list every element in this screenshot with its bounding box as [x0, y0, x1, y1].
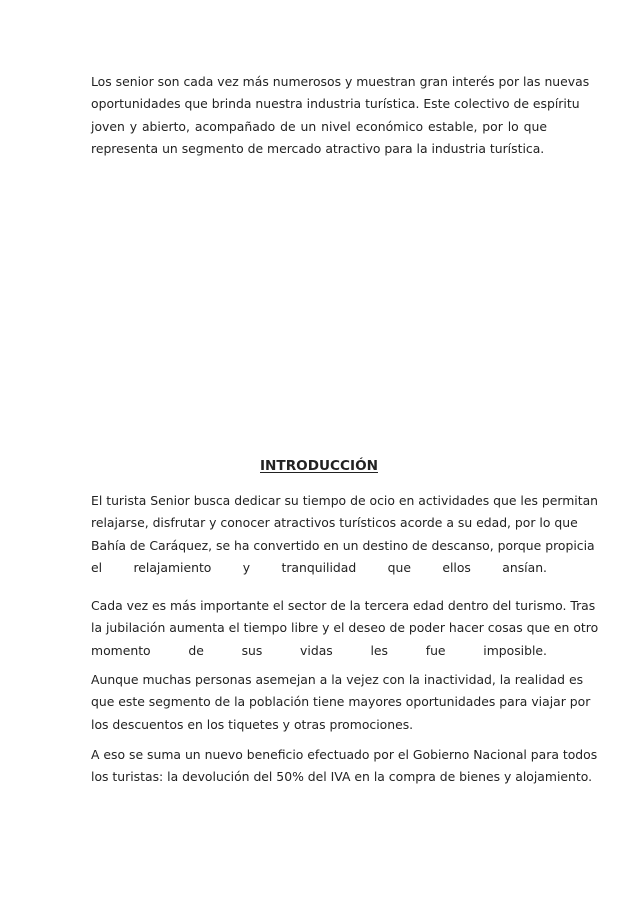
section-paragraph-4: [91, 744, 598, 789]
paragraph-line: relajarse, disfrutar y conocer atractivos turísticos acorde a su edad, por lo que: [91, 515, 578, 531]
paragraph-line: Cada vez es más importante el sector de la tercera edad dentro del turismo. Tras: [91, 598, 596, 613]
paragraph-line: la jubilación aumenta el tiempo libre y el deseo de poder hacer cosas que en otro: [91, 620, 599, 636]
paragraph-line: los turistas: la devolución del 50% del IVA en la compra de bienes y alojamiento.: [91, 769, 593, 785]
section-paragraph-1: [91, 490, 599, 580]
paragraph-line: Aunque muchas personas asemejan a la vejez con la inactividad, la realidad es: [91, 672, 584, 687]
paragraph-line: Bahía de Caráquez, se ha convertido en un destino de descanso, porque propicia: [91, 537, 595, 553]
paragraph-line: joven y abierto, acompañado de un nivel económico estable, por lo que: [91, 118, 547, 134]
paragraph-line: Los senior son cada vez más numerosos y muestran gran interés por las nuevas: [91, 74, 590, 89]
intro-paragraph: [91, 71, 590, 161]
section-paragraph-2: [91, 595, 599, 662]
section-paragraph-3: [91, 669, 591, 736]
section-heading-text: INTRODUCCIÓN: [260, 458, 378, 474]
paragraph-line: representa un segmento de mercado atractivo para la industria turística.: [91, 141, 545, 157]
paragraph-line: momento de sus vidas les fue imposible.: [91, 642, 547, 658]
paragraph-line: los descuentos en los tiquetes y otras promociones.: [91, 716, 414, 732]
section-heading: [0, 458, 638, 474]
paragraph-line: El turista Senior busca dedicar su tiempo de ocio en actividades que les permitan: [91, 493, 599, 508]
paragraph-line: que este segmento de la población tiene mayores oportunidades para viajar por: [91, 694, 591, 710]
paragraph-line: el relajamiento y tranquilidad que ellos ansían.: [91, 560, 547, 576]
paragraph-line: A eso se suma un nuevo beneficio efectuado por el Gobierno Nacional para todos: [91, 747, 598, 762]
paragraph-line: oportunidades que brinda nuestra industria turística. Este colectivo de espíritu: [91, 96, 580, 112]
